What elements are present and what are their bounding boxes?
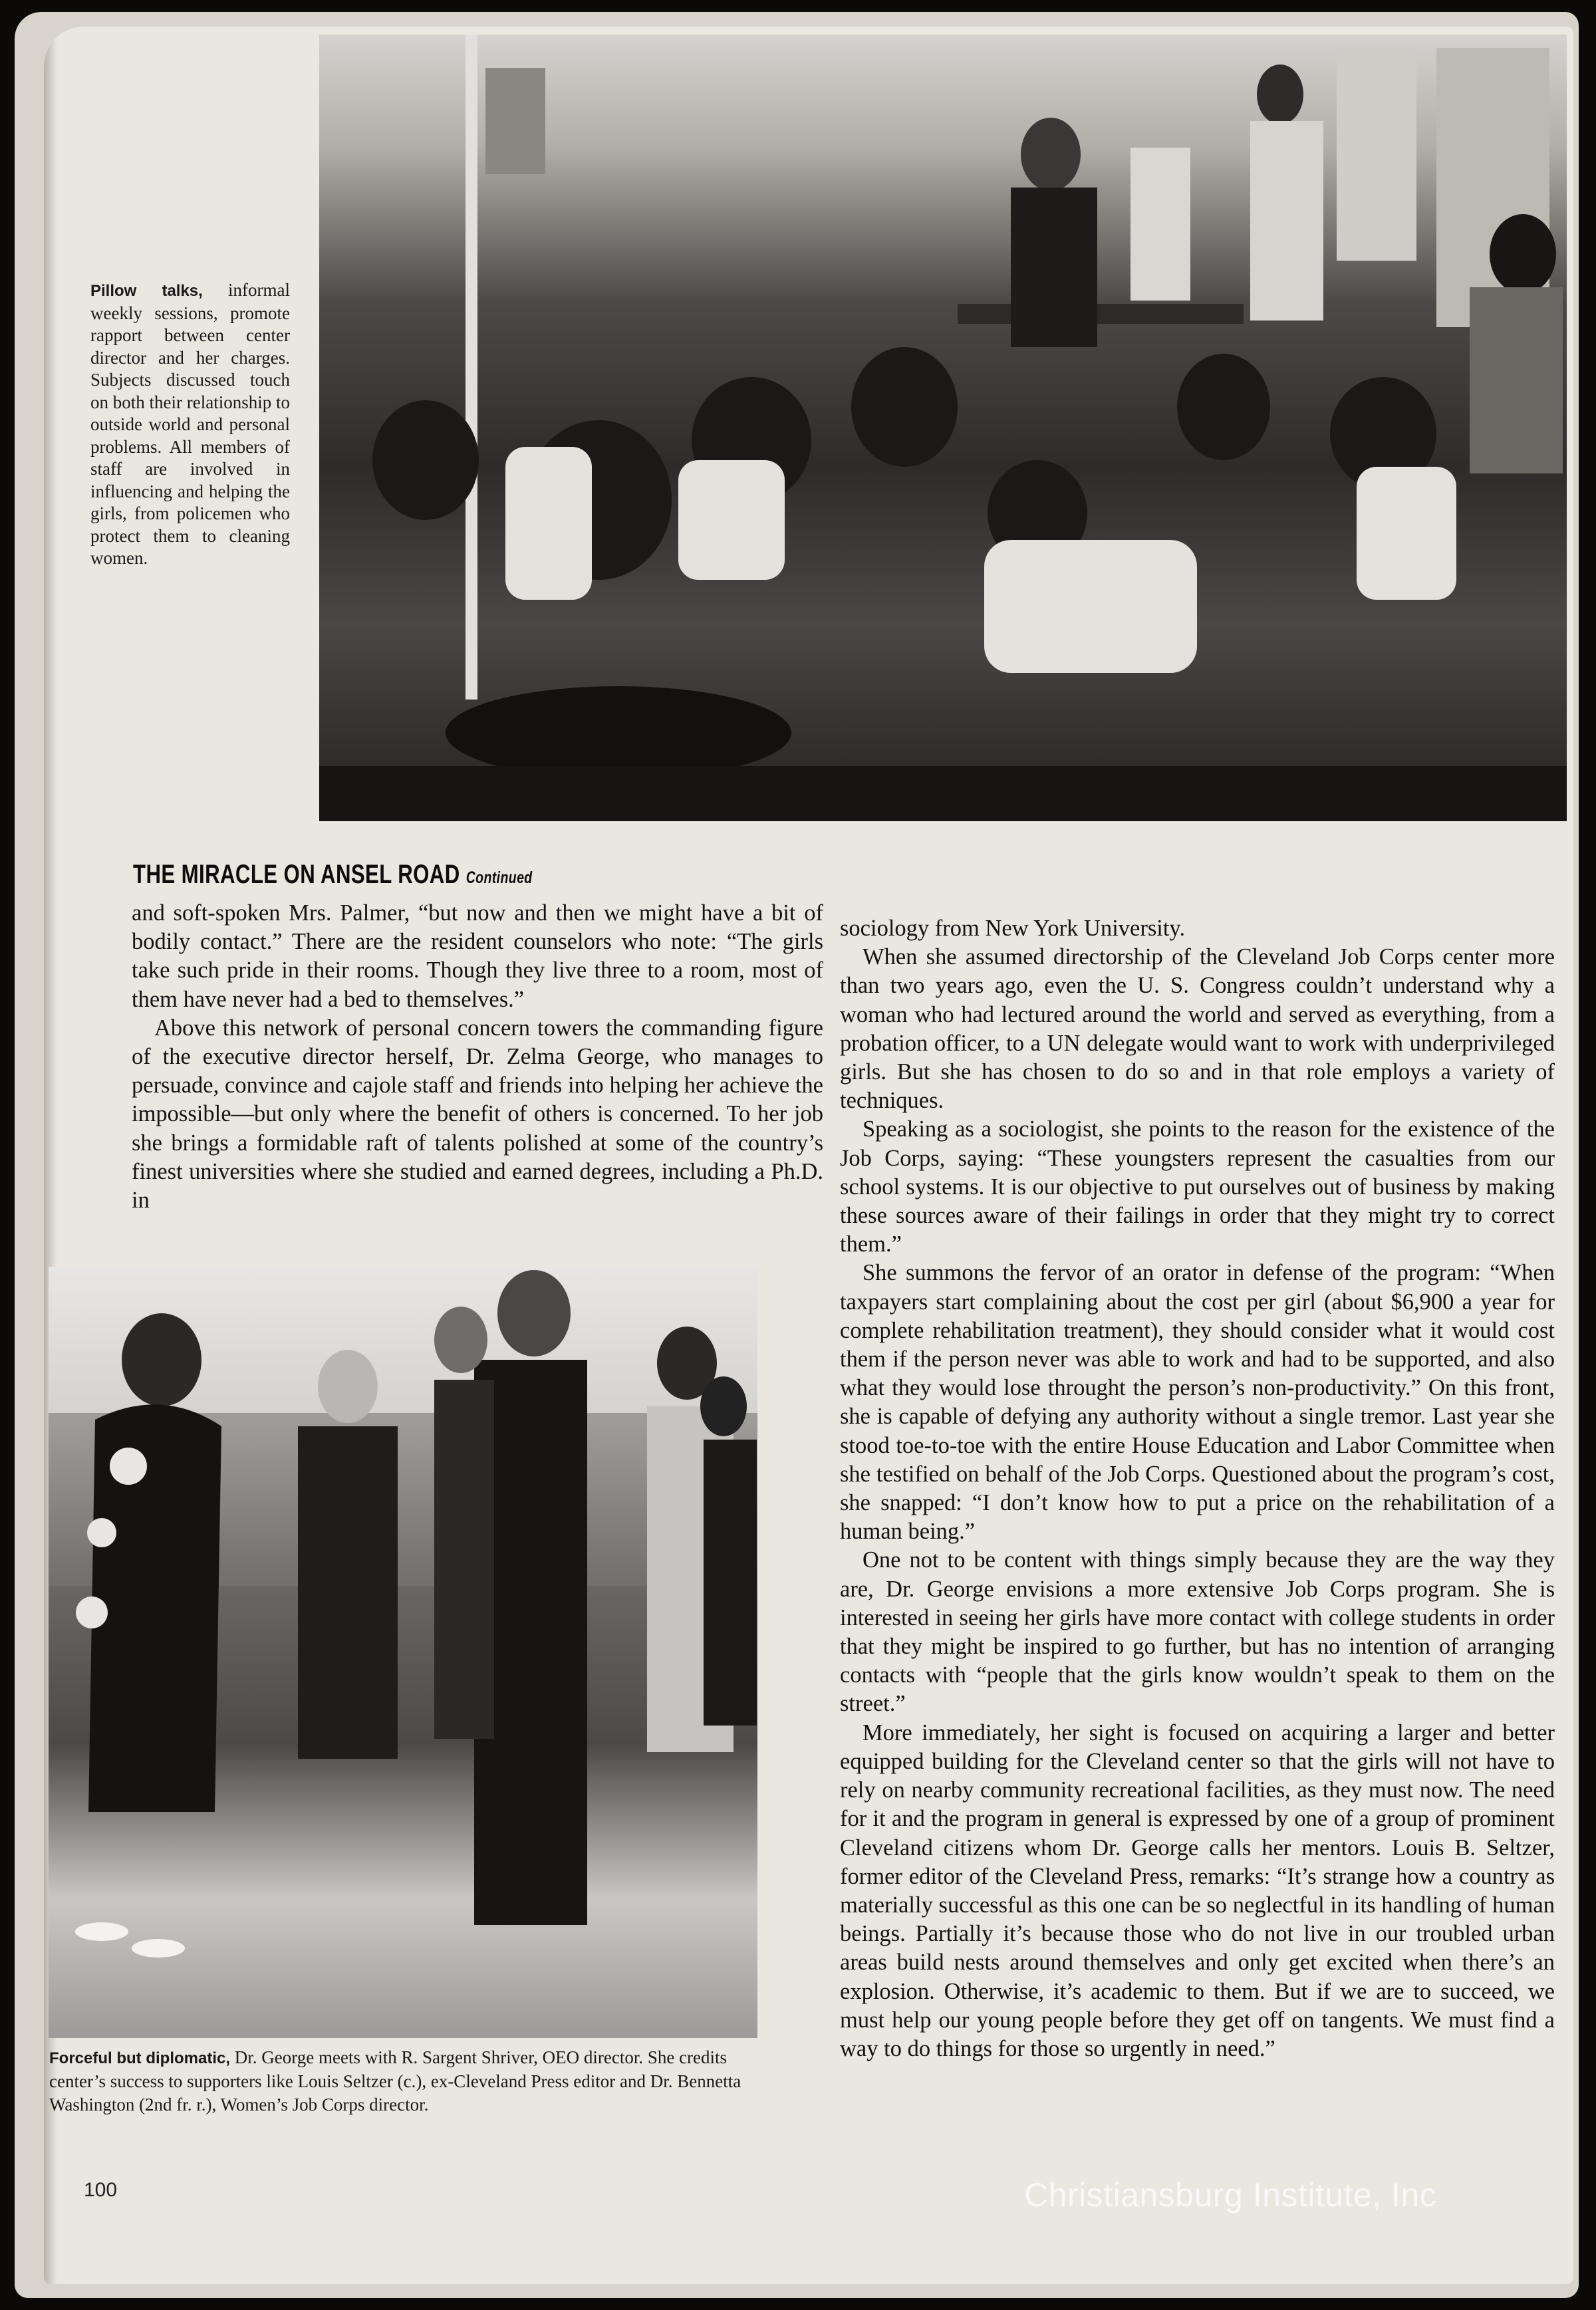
magazine-page: [44, 27, 1573, 2284]
caption-text: informal weekly sessions, promote rapport between center director and her charges. Subjects discussed touch on both their relationship to outside world and personal problems. All members of staff are involved in influencing and helping the girls, from policemen who protect them to cleaning women.: [90, 280, 290, 568]
article-column-1: [132, 899, 823, 1215]
paragraph: She summons the fervor of an orator in defense of the program: “When taxpayers start complaining about the cost per girl (about $6,900 a year for complete rehabilitation treatment), they should consider what it would cost them if the person never was able to work and had to be supported, and also what they would lose throught the person’s non-productivity.” On this front, she is capable of defying any authority without a single tremor. Last year she stood toe-to-toe with the entire House Education and Labor Committee when she testified on behalf of the Job Corps. Questioned about the program’s cost, she snapped: “I don’t know how to put a price on the rehabilitation of a human being.”: [840, 1260, 1555, 1545]
photo-pillow-talks-illustration: [319, 35, 1567, 821]
paragraph: Speaking as a sociologist, she points to the reason for the existence of the Job Corps, saying: “These youngsters represent the casualties from our school systems. It is our objective to put ourselves out of business by making these sources aware of their failings in order that they might try to correct them.”: [840, 1116, 1555, 1257]
paragraph: More immediately, her sight is focused on acquiring a larger and better equipped building for the Cleveland center so that the girls will not have to rely on nearby community recreational facilities, as they must now. The need for it and the program in general is expressed by one of a group of prominent Cleveland citizens whom Dr. George calls her mentors. Louis B. Seltzer, former editor of the Cleveland Press, remarks: “It’s strange how a country as materially successful as this one can be so neglectful in its handling of human beings. Partially it’s because those who do not live in our troubled urban areas build nests around themselves and only get excited when there’s an explosion. Otherwise, it’s academic to them. But if we are to succeed, we must help our young people before they get off on tangents. We must find a way to do things for those so urgently in need.”: [840, 1720, 1555, 2061]
article-column-2: [840, 914, 1555, 2063]
paragraph: When she assumed directorship of the Cleveland Job Corps center more than two years ago, even the U. S. Congress couldn’t understand why a woman who had lectured around the world and served as everything, from a probation officer, to a UN delegate would want to work with underprivileged girls. But she has chosen to do so and in that role employs a variety of techniques.: [840, 944, 1555, 1114]
photo-pillow-talks: [319, 35, 1567, 821]
caption-lead: Forceful but diplomatic,: [49, 2049, 231, 2067]
paragraph: and soft-spoken Mrs. Palmer, “but now and then we might have a bit of bodily contact.” There are the resident counselors who note: “The girls take such pride in their rooms. Though they live three to a room, most of them have never had a bed to themselves.”: [132, 900, 823, 1012]
article-title: THE MIRACLE ON ANSEL ROAD: [133, 860, 460, 889]
article-continued-label: Continued: [466, 868, 533, 887]
photo-meeting-illustration: [49, 1267, 757, 2038]
photo-forceful-but-diplomatic: [49, 1267, 757, 2038]
watermark: Christiansburg Institute, Inc: [1024, 2176, 1437, 2214]
paragraph: sociology from New York University.: [840, 916, 1186, 941]
photo-forceful-but-diplomatic-caption: [49, 2046, 787, 2117]
paragraph: One not to be content with things simply because they are the way they are, Dr. George envisions a more extensive Job Corps program. She is interested in seeing her girls have more contact with college students in order that they might be inspired to go further, but has no intention of arranging contacts with “people that the girls know wouldn’t speak to them on the street.”: [840, 1547, 1555, 1717]
photo-pillow-talks-caption: [90, 279, 290, 570]
paragraph: Above this network of personal concern towers the commanding figure of the executive director herself, Dr. Zelma George, who manages to persuade, convince and cajole staff and friends into helping her achieve the impossible—but only where the benefit of others is concerned. To her job she brings a formidable raft of talents polished at some of the country’s finest universities where she studied and earned degrees, including a Ph.D. in: [132, 1015, 823, 1214]
caption-text: Dr. George meets with R. Sargent Shriver, OEO director. She credits center’s success to supporters like Louis Seltzer (c.), ex-Cleveland Press editor and Dr. Bennetta Washington (2nd fr. r.), Women’s Job Corps director.: [49, 2047, 741, 2115]
page-number: 100: [84, 2179, 118, 2201]
caption-lead: Pillow talks,: [90, 282, 203, 300]
article-headline: [133, 860, 533, 890]
